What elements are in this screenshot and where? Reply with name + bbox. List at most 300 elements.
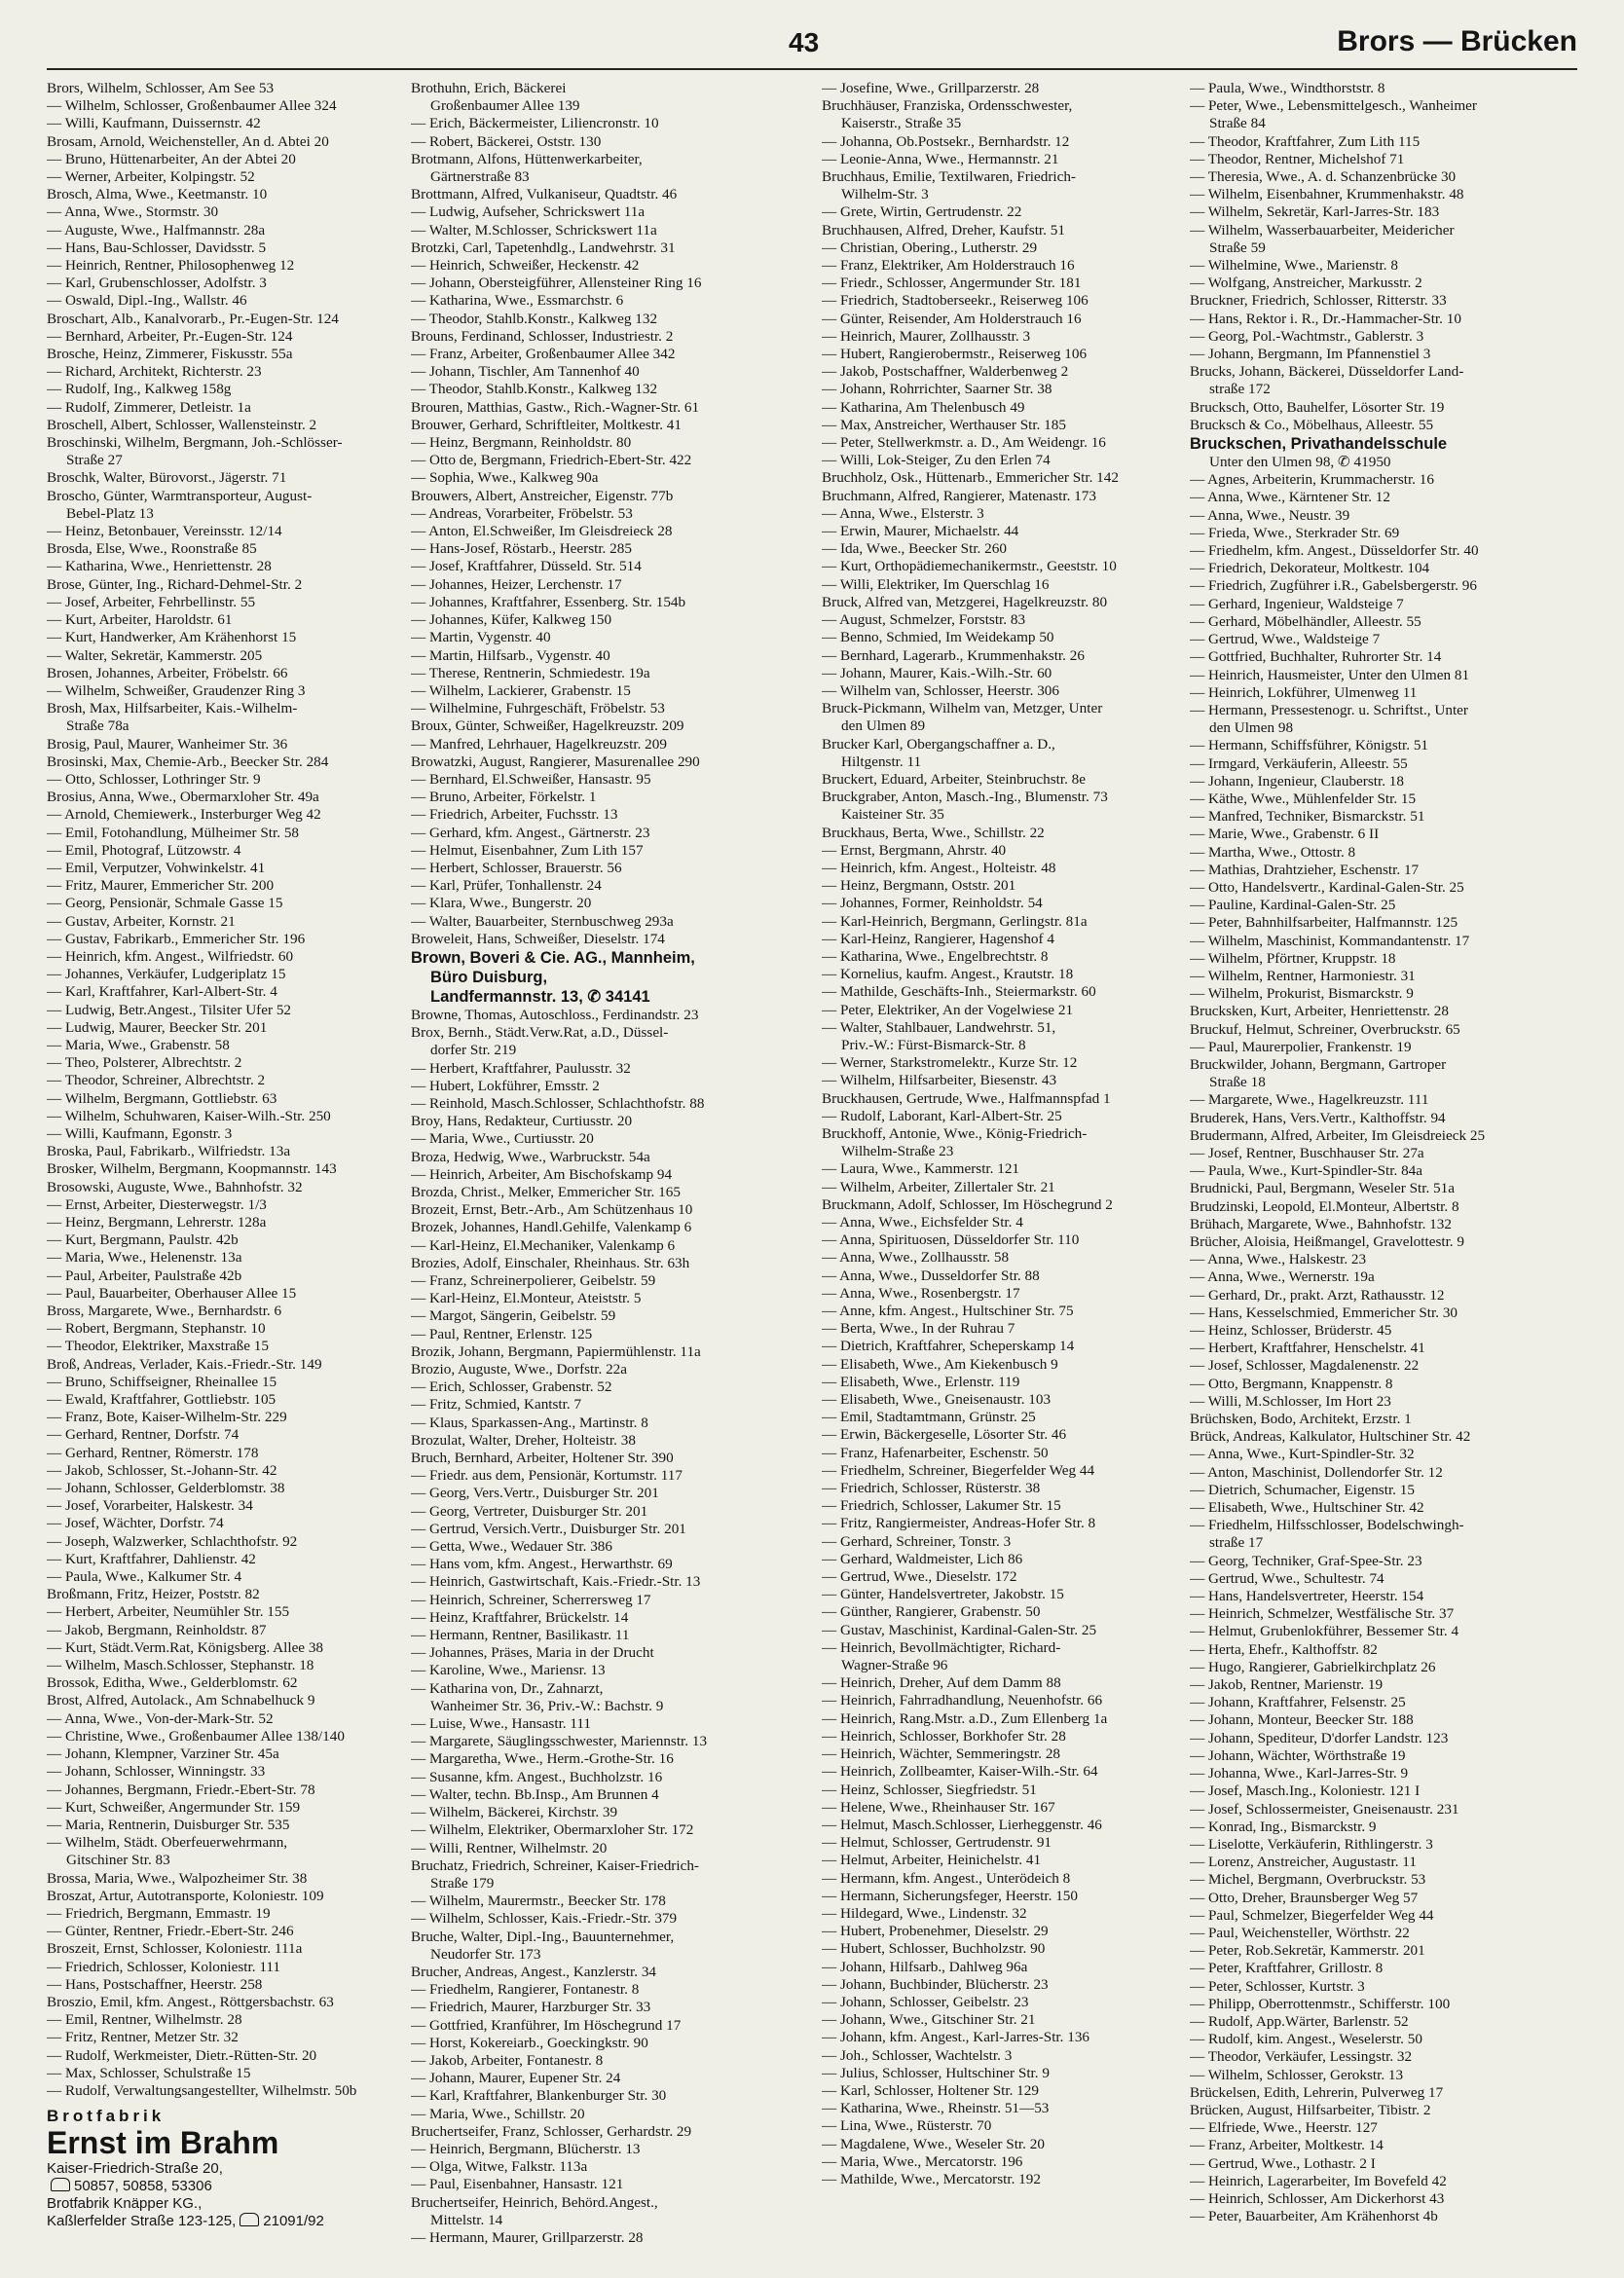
directory-entry: — Johann, Maurer, Eupener Str. 24 bbox=[411, 2070, 621, 2087]
directory-entry: — Erwin, Maurer, Michaelstr. 44 bbox=[822, 523, 1019, 540]
directory-entry: — Wilhelm, Hilfsarbeiter, Biesenstr. 43 bbox=[822, 1072, 1057, 1089]
directory-entry: — Herbert, Kraftfahrer, Paulusstr. 32 bbox=[411, 1059, 631, 1077]
directory-entry: — Maria, Wwe., Schillstr. 20 bbox=[411, 2105, 585, 2122]
directory-entry: — Wilhelm, Eisenbahner, Krummenhakstr. 48 bbox=[1190, 186, 1464, 203]
directory-entry: — Ida, Wwe., Beecker Str. 260 bbox=[822, 540, 1007, 558]
directory-entry: Kaisteiner Str. 35 bbox=[841, 806, 944, 824]
directory-entry: — Gerhard, Möbelhändler, Alleestr. 55 bbox=[1190, 612, 1421, 630]
column-2-entries bbox=[411, 80, 781, 2247]
directory-entry: — Margaretha, Wwe., Herm.-Grothe-Str. 16 bbox=[411, 1750, 674, 1768]
directory-entry: — Maria, Wwe., Helenenstr. 13a bbox=[47, 1249, 242, 1267]
directory-entry: — Ernst, Bergmann, Ahrstr. 40 bbox=[822, 841, 1007, 859]
directory-entry: — Wilhelm, Pförtner, Kruppstr. 18 bbox=[1190, 949, 1396, 967]
directory-entry: — Johann, Hilfsarb., Dahlweg 96a bbox=[822, 1958, 1028, 1975]
directory-entry: — Heinz, Schlosser, Brüderstr. 45 bbox=[1190, 1322, 1392, 1340]
directory-entry: Bruchhausen, Alfred, Dreher, Kaufstr. 51 bbox=[822, 221, 1065, 239]
directory-entry: — Dietrich, Kraftfahrer, Scheperskamp 14 bbox=[822, 1338, 1075, 1355]
directory-entry: — Friedr., Schlosser, Angermunder Str. 181 bbox=[822, 275, 1082, 292]
directory-entry: — Gottfried, Buchhalter, Ruhrorter Str. 14 bbox=[1190, 648, 1442, 666]
directory-entry: — Karl-Heinz, El.Monteur, Ateiststr. 5 bbox=[411, 1290, 642, 1307]
directory-entry: — Hubert, Lokführer, Emsstr. 2 bbox=[411, 1077, 600, 1094]
directory-entry: Brossa, Maria, Wwe., Walpozheimer Str. 38 bbox=[47, 1869, 308, 1887]
directory-entry: — Wilhelm, Elektriker, Obermarxloher Str. 172 bbox=[411, 1821, 694, 1839]
directory-entry: Brozio, Auguste, Wwe., Dorfstr. 22a bbox=[411, 1361, 628, 1378]
directory-entry: — Herta, Ehefr., Kalthoffstr. 82 bbox=[1190, 1640, 1378, 1658]
directory-entry: — Anton, Maschinist, Dollendorfer Str. 12 bbox=[1190, 1463, 1443, 1481]
directory-entry: — Willi, Lok-Steiger, Zu den Erlen 74 bbox=[822, 452, 1051, 469]
directory-entry: — Katharina von, Dr., Zahnarzt, bbox=[411, 1679, 604, 1697]
directory-entry: — Anna, Wwe., Kärntener Str. 12 bbox=[1190, 489, 1390, 506]
directory-entry: — Willi, M.Schlosser, Im Hort 23 bbox=[1190, 1392, 1391, 1410]
directory-entry: — Paul, Weichensteller, Wörthstr. 22 bbox=[1190, 1924, 1410, 1941]
directory-entry: — Josef, Schlossermeister, Gneisenaustr. 231 bbox=[1190, 1800, 1459, 1818]
directory-entry: Bruckhaus, Berta, Wwe., Schillstr. 22 bbox=[822, 824, 1045, 841]
directory-entry: — Herbert, Kraftfahrer, Henschelstr. 41 bbox=[1190, 1340, 1425, 1357]
directory-entry: — Heinrich, Rentner, Philosophenweg 12 bbox=[47, 257, 295, 275]
directory-entry: — Heinrich, Schreiner, Scherrersweg 17 bbox=[411, 1591, 651, 1608]
directory-entry: — Joseph, Walzwerker, Schlachthofstr. 92 bbox=[47, 1532, 298, 1550]
directory-entry: — Robert, Bäckerei, Oststr. 130 bbox=[411, 132, 602, 150]
directory-entry: — Josef, Kraftfahrer, Düsseld. Str. 514 bbox=[411, 558, 642, 575]
directory-entry: — Anna, Wwe., Kurt-Spindler-Str. 32 bbox=[1190, 1446, 1415, 1463]
directory-entry: — Paul, Bauarbeiter, Oberhauser Allee 15 bbox=[47, 1284, 297, 1302]
directory-entry: — Kurt, Schweißer, Angermunder Str. 159 bbox=[47, 1798, 301, 1816]
directory-entry: — Heinz, Bergmann, Oststr. 201 bbox=[822, 877, 1016, 895]
directory-entry: — Anna, Wwe., Dusseldorfer Str. 88 bbox=[822, 1267, 1040, 1284]
directory-entry: — Margot, Sängerin, Geibelstr. 59 bbox=[411, 1307, 616, 1325]
directory-entry: — Heinrich, Wächter, Semmeringstr. 28 bbox=[822, 1745, 1061, 1763]
directory-entry: — Elfriede, Wwe., Heerstr. 127 bbox=[1190, 2119, 1378, 2137]
directory-entry: — Gertrud, Wwe., Schultestr. 74 bbox=[1190, 1569, 1384, 1587]
directory-entry: — Paul, Arbeiter, Paulstraße 42b bbox=[47, 1267, 242, 1284]
directory-entry: — Walter, techn. Bb.Insp., Am Brunnen 4 bbox=[411, 1785, 659, 1803]
directory-entry: Straße 59 bbox=[1209, 239, 1266, 256]
directory-entry: — Johann, Schlosser, Geibelstr. 23 bbox=[822, 1993, 1029, 2010]
directory-entry: — Heinz, Kraftfahrer, Brückelstr. 14 bbox=[411, 1608, 629, 1626]
directory-entry: — Rudolf, Verwaltungsangestellter, Wilhelmstr. 50b bbox=[47, 2081, 357, 2099]
ad-phones: 50857, 50858, 53306 bbox=[74, 2178, 212, 2195]
directory-entry: — Franz, Arbeiter, Großenbaumer Allee 342 bbox=[411, 346, 676, 363]
directory-entry: — Sophia, Wwe., Kalkweg 90a bbox=[411, 469, 599, 487]
directory-entry: Brühach, Margarete, Wwe., Bahnhofstr. 132 bbox=[1190, 1215, 1452, 1232]
directory-entry: — Paula, Wwe., Kurt-Spindler-Str. 84a bbox=[1190, 1162, 1423, 1180]
ad-phone-line bbox=[47, 2178, 417, 2195]
directory-entry: Broszeit, Ernst, Schlosser, Koloniestr. 111a bbox=[47, 1940, 303, 1958]
directory-entry: Broux, Günter, Schweißer, Hagelkreuzstr. 209 bbox=[411, 717, 684, 735]
directory-entry: — Anna, Wwe., Stormstr. 30 bbox=[47, 203, 219, 221]
directory-entry: Brouns, Ferdinand, Schlosser, Industriestr. 2 bbox=[411, 327, 674, 345]
running-head: Brors — Brücken bbox=[1337, 25, 1577, 57]
directory-entry: — Heinrich, Schlosser, Borkhofer Str. 28 bbox=[822, 1727, 1066, 1745]
directory-entry: Bruckuf, Helmut, Schreiner, Overbruckstr. 65 bbox=[1190, 1020, 1460, 1038]
directory-entry: — Berta, Wwe., In der Ruhrau 7 bbox=[822, 1320, 1015, 1338]
directory-entry: — Rudolf, Werkmeister, Dietr.-Rütten-Str. 20 bbox=[47, 2046, 317, 2064]
directory-entry: — Pauline, Kardinal-Galen-Str. 25 bbox=[1190, 897, 1396, 914]
directory-entry: — Margarete, Wwe., Hagelkreuzstr. 111 bbox=[1190, 1091, 1429, 1109]
directory-entry: — Georg, Vertreter, Duisburger Str. 201 bbox=[411, 1502, 648, 1520]
directory-entry: — Heinrich, Maurer, Zollhausstr. 3 bbox=[822, 327, 1031, 345]
directory-entry: — Josefine, Wwe., Grillparzerstr. 28 bbox=[822, 80, 1040, 96]
directory-entry: — Jakob, Bergmann, Reinholdstr. 87 bbox=[47, 1621, 267, 1638]
directory-entry: — Kurt, Kraftfahrer, Dahlienstr. 42 bbox=[47, 1550, 256, 1567]
directory-entry: — Paula, Wwe., Kalkumer Str. 4 bbox=[47, 1568, 242, 1586]
directory-entry: — Franz, Schreinerpolierer, Geibelstr. 59 bbox=[411, 1272, 656, 1289]
directory-entry: Brosen, Johannes, Arbeiter, Fröbelstr. 66 bbox=[47, 664, 288, 681]
directory-entry: — Herbert, Schlosser, Brauerstr. 56 bbox=[411, 859, 622, 876]
column-4-entries bbox=[1190, 80, 1560, 2225]
directory-entry: — Rudolf, kim. Angest., Weselerstr. 50 bbox=[1190, 2031, 1422, 2048]
directory-entry: — Willi, Kaufmann, Egonstr. 3 bbox=[47, 1124, 233, 1142]
directory-entry: — Richard, Architekt, Richterstr. 23 bbox=[47, 363, 262, 381]
directory-entry: — Johann, Wwe., Gitschiner Str. 21 bbox=[822, 2011, 1036, 2029]
directory-entry: — Christian, Obering., Lutherstr. 29 bbox=[822, 239, 1038, 256]
directory-entry: — Wilhelm, Prokurist, Bismarckstr. 9 bbox=[1190, 985, 1414, 1003]
directory-entry: — Herbert, Arbeiter, Neumühler Str. 155 bbox=[47, 1603, 290, 1621]
directory-entry: — Hermann, Sicherungsfeger, Heerstr. 150 bbox=[822, 1887, 1078, 1904]
directory-entry: — Laura, Wwe., Kammerstr. 121 bbox=[822, 1160, 1020, 1178]
telephone-icon bbox=[240, 2213, 259, 2226]
directory-entry: — Wilhelm, Masch.Schlosser, Stephanstr. 18 bbox=[47, 1657, 314, 1674]
directory-entry: — Jakob, Arbeiter, Fontanestr. 8 bbox=[411, 2051, 604, 2069]
directory-entry: — Theodor, Elektriker, Maxstraße 15 bbox=[47, 1338, 269, 1355]
directory-entry: — Heinrich, Zollbeamter, Kaiser-Wilh.-Str. 64 bbox=[822, 1763, 1098, 1781]
directory-entry: — Manfred, Techniker, Bismarckstr. 51 bbox=[1190, 808, 1425, 826]
directory-entry: — Auguste, Wwe., Halfmannstr. 28a bbox=[47, 221, 266, 239]
directory-entry: — Theodor, Kraftfahrer, Zum Lith 115 bbox=[1190, 132, 1421, 150]
ad-address: Kaiser-Friedrich-Straße 20, bbox=[47, 2160, 223, 2178]
directory-entry: — Johann, Maurer, Kais.-Wilh.-Str. 60 bbox=[822, 664, 1052, 681]
directory-entry: — Ludwig, Aufseher, Schrickswert 11a bbox=[411, 203, 646, 221]
directory-entry: — Katharina, Wwe., Essmarchstr. 6 bbox=[411, 292, 624, 310]
directory-entry: — Hubert, Probenehmer, Dieselstr. 29 bbox=[822, 1923, 1049, 1940]
directory-entry: — Heinrich, Lagerarbeiter, Im Bovefeld 42 bbox=[1190, 2172, 1447, 2189]
directory-entry: Brucksken, Kurt, Arbeiter, Henriettenstr. 28 bbox=[1190, 1003, 1449, 1020]
directory-entry: Brozeit, Ernst, Betr.-Arb., Am Schützenhaus 10 bbox=[411, 1201, 693, 1219]
directory-entry: — Franz, Bote, Kaiser-Wilhelm-Str. 229 bbox=[47, 1409, 287, 1426]
directory-entry: Broska, Paul, Fabrikarb., Wilfriedstr. 13a bbox=[47, 1143, 291, 1160]
directory-entry: — Hermann, Rentner, Basilikastr. 11 bbox=[411, 1627, 630, 1644]
directory-entry: — Josef, Wächter, Dorfstr. 74 bbox=[47, 1515, 224, 1532]
page-header bbox=[0, 0, 1624, 66]
directory-entry: — Friedrich, Maurer, Harzburger Str. 33 bbox=[411, 1999, 651, 2016]
directory-entry: — Wilhelm, Schweißer, Graudenzer Ring 3 bbox=[47, 681, 306, 699]
directory-entry: Brosch, Alma, Wwe., Keetmanstr. 10 bbox=[47, 186, 268, 203]
directory-entry: Bebel-Platz 13 bbox=[66, 504, 154, 522]
directory-entry: Landfermannstr. 13, ✆ 34141 bbox=[430, 987, 650, 1006]
directory-entry: — Oswald, Dipl.-Ing., Wallstr. 46 bbox=[47, 292, 247, 310]
directory-entry: — Theodor, Schreiner, Albrechtstr. 2 bbox=[47, 1072, 266, 1089]
directory-entry: — Gerhard, Schreiner, Tonstr. 3 bbox=[822, 1532, 1012, 1550]
directory-entry: — Johann, Ingenieur, Clauberstr. 18 bbox=[1190, 772, 1404, 790]
directory-entry: — Heinrich, Schlosser, Am Dickerhorst 43 bbox=[1190, 2189, 1445, 2207]
directory-entry: — Irmgard, Verkäuferin, Alleestr. 55 bbox=[1190, 754, 1408, 772]
directory-entry: — Theodor, Rentner, Michelshof 71 bbox=[1190, 150, 1405, 167]
directory-entry: — Werner, Arbeiter, Kolpingstr. 52 bbox=[47, 168, 255, 186]
directory-entry: — Paul, Rentner, Erlenstr. 125 bbox=[411, 1325, 593, 1342]
directory-entry: — Ernst, Arbeiter, Diesterwegstr. 1/3 bbox=[47, 1195, 267, 1213]
directory-entry: Bruchmann, Alfred, Rangierer, Matenastr. 173 bbox=[822, 487, 1096, 504]
directory-entry: — Johannes, Former, Reinholdstr. 54 bbox=[822, 895, 1043, 912]
directory-entry: Brudzinski, Leopold, El.Monteur, Albertstr. 8 bbox=[1190, 1197, 1459, 1215]
directory-entry: — Otto, Bergmann, Knappenstr. 8 bbox=[1190, 1375, 1393, 1392]
directory-entry: — Katharina, Wwe., Engelbrechtstr. 8 bbox=[822, 947, 1049, 965]
directory-entry: — Christine, Wwe., Großenbaumer Allee 138/140 bbox=[47, 1727, 345, 1745]
directory-entry: — Georg, Techniker, Graf-Spee-Str. 23 bbox=[1190, 1552, 1422, 1569]
directory-entry: Brück, Andreas, Kalkulator, Hultschiner Str. 42 bbox=[1190, 1428, 1471, 1446]
directory-entry: — Helmut, Arbeiter, Heinichelstr. 41 bbox=[822, 1852, 1042, 1869]
directory-entry: Bruckgraber, Anton, Masch.-Ing., Blumenstr. 73 bbox=[822, 789, 1108, 806]
directory-entry: — Philipp, Oberrottenmstr., Schifferstr. 100 bbox=[1190, 1995, 1451, 2012]
directory-entry: — Helene, Wwe., Rheinhauser Str. 167 bbox=[822, 1798, 1055, 1816]
ad-kicker: Brotfabrik bbox=[47, 2107, 166, 2126]
directory-entry: Bruche, Walter, Dipl.-Ing., Bauunternehmer, bbox=[411, 1928, 675, 1945]
ad-branch-address-line bbox=[47, 2213, 417, 2230]
directory-entry: — Bruno, Arbeiter, Förkelstr. 1 bbox=[411, 789, 597, 806]
directory-entry: — Manfred, Lehrhauer, Hagelkreuzstr. 209 bbox=[411, 735, 667, 753]
directory-entry: Bruchhäuser, Franziska, Ordensschwester, bbox=[822, 97, 1073, 115]
directory-entry: Brosh, Max, Hilfsarbeiter, Kais.-Wilhelm- bbox=[47, 700, 298, 717]
directory-entry: — Johann, Bergmann, Im Pfannenstiel 3 bbox=[1190, 346, 1431, 363]
directory-entry: Neudorfer Str. 173 bbox=[430, 1945, 541, 1963]
directory-entry: — Rudolf, Laborant, Karl-Albert-Str. 25 bbox=[822, 1107, 1062, 1124]
directory-entry: — Hubert, Rangierobermstr., Reiserweg 106 bbox=[822, 346, 1088, 363]
directory-entry: — Friedrich, Bergmann, Emmastr. 19 bbox=[47, 1904, 271, 1922]
directory-entry: — Hermann, Maurer, Grillparzerstr. 28 bbox=[411, 2228, 644, 2246]
directory-entry: — Josef, Masch.Ing., Koloniestr. 121 I bbox=[1190, 1782, 1421, 1800]
directory-entry: — Johanna, Ob.Postsekr., Bernhardstr. 12 bbox=[822, 132, 1070, 150]
directory-entry: — Emil, Photograf, Lützowstr. 4 bbox=[47, 841, 241, 859]
directory-entry: — Gottfried, Kranführer, Im Höschegrund 17 bbox=[411, 2016, 682, 2034]
directory-entry: — Julius, Schlosser, Hultschiner Str. 9 bbox=[822, 2064, 1050, 2081]
directory-entry: Bruckschen, Privathandelsschule bbox=[1190, 435, 1448, 454]
directory-entry: Brosinski, Max, Chemie-Arb., Beecker Str. 284 bbox=[47, 753, 329, 770]
directory-entry: Bruckwilder, Johann, Bergmann, Gartroper bbox=[1190, 1055, 1447, 1073]
directory-entry: Wilhelm-Str. 3 bbox=[841, 186, 929, 203]
directory-entry: — Gerhard, Waldmeister, Lich 86 bbox=[822, 1550, 1023, 1567]
directory-entry: — Willi, Rentner, Wilhelmstr. 20 bbox=[411, 1839, 608, 1856]
directory-entry: — Walter, Stahlbauer, Landwehrstr. 51, bbox=[822, 1018, 1056, 1036]
directory-entry: — Bruno, Hüttenarbeiter, An der Abtei 20 bbox=[47, 150, 296, 167]
directory-entry: Broß, Andreas, Verlader, Kais.-Friedr.-Str. 149 bbox=[47, 1355, 322, 1373]
directory-entry: — Wilhelm, Schlosser, Großenbaumer Allee 324 bbox=[47, 97, 337, 115]
directory-entry: — Anton, El.Schweißer, Im Gleisdreieck 28 bbox=[411, 523, 673, 540]
directory-entry: — Wilhelm, Arbeiter, Zillertaler Str. 21 bbox=[822, 1178, 1055, 1195]
page-number: 43 bbox=[789, 27, 820, 57]
directory-entry: — Helmut, Eisenbahner, Zum Lith 157 bbox=[411, 841, 644, 859]
directory-entry: — Martin, Hilfsarb., Vygenstr. 40 bbox=[411, 646, 610, 664]
directory-entry: — Lorenz, Anstreicher, Augustastr. 11 bbox=[1190, 1854, 1417, 1871]
directory-entry: Brozik, Johann, Bergmann, Papiermühlenstr. 11a bbox=[411, 1342, 701, 1360]
directory-entry: — Kornelius, kaufm. Angest., Krautstr. 18 bbox=[822, 966, 1074, 983]
directory-entry: — Friedrich, Arbeiter, Fuchsstr. 13 bbox=[411, 806, 618, 824]
column-2 bbox=[411, 80, 781, 2251]
directory-entry: Brudermann, Alfred, Arbeiter, Im Gleisdreieck 25 bbox=[1190, 1126, 1486, 1144]
directory-entry: — Robert, Bergmann, Stephanstr. 10 bbox=[47, 1320, 266, 1338]
directory-entry: Bross, Margarete, Wwe., Bernhardstr. 6 bbox=[47, 1303, 282, 1320]
directory-entry: — Erich, Bäckermeister, Liliencronstr. 10 bbox=[411, 115, 659, 132]
directory-entry: — Günter, Handelsvertreter, Jakobstr. 15 bbox=[822, 1586, 1064, 1603]
directory-entry: — Johann, Schlosser, Winningstr. 33 bbox=[47, 1763, 266, 1781]
directory-entry: — Johannes, Präses, Maria in der Drucht bbox=[411, 1644, 654, 1662]
directory-entry: — Peter, Schlosser, Kurtstr. 3 bbox=[1190, 1977, 1365, 1995]
directory-entry: Bruckner, Friedrich, Schlosser, Ritterstr. 33 bbox=[1190, 292, 1447, 310]
directory-entry: Broscho, Günter, Warmtransporteur, August- bbox=[47, 487, 313, 504]
directory-entry: Brozulat, Walter, Dreher, Holteistr. 38 bbox=[411, 1431, 636, 1449]
directory-entry: — Otto, Dreher, Braunsberger Weg 57 bbox=[1190, 1889, 1419, 1906]
directory-entry: Brozek, Johannes, Handl.Gehilfe, Valenkamp 6 bbox=[411, 1219, 692, 1236]
directory-entry: — Theo, Polsterer, Albrechtstr. 2 bbox=[47, 1054, 242, 1072]
directory-entry: — Rudolf, App.Wärter, Barlenstr. 52 bbox=[1190, 2012, 1409, 2030]
directory-entry: — Walter, Sekretär, Kammerstr. 205 bbox=[47, 646, 263, 664]
directory-entry: — Hans, Kesselschmied, Emmericher Str. 30 bbox=[1190, 1304, 1458, 1321]
directory-entry: Bruchatz, Friedrich, Schreiner, Kaiser-Friedrich- bbox=[411, 1856, 699, 1874]
directory-entry: — Friedhelm, Rangierer, Fontanestr. 8 bbox=[411, 1981, 640, 1999]
directory-entry: — Anna, Wwe., Neustr. 39 bbox=[1190, 506, 1350, 524]
directory-entry: — Karl-Heinz, El.Mechaniker, Valenkamp 6 bbox=[411, 1236, 676, 1254]
directory-entry: — Dietrich, Schumacher, Eigenstr. 15 bbox=[1190, 1481, 1415, 1498]
directory-entry: — Katharina, Wwe., Henriettenstr. 28 bbox=[47, 558, 272, 575]
directory-entry: — Johann, Rohrrichter, Saarner Str. 38 bbox=[822, 381, 1052, 398]
directory-entry: — Horst, Kokereiarb., Goeckingkstr. 90 bbox=[411, 2034, 648, 2051]
directory-entry: — Wilhelm, Lackierer, Grabenstr. 15 bbox=[411, 681, 631, 699]
directory-entry: — Heinrich, Rang.Mstr. a.D., Zum Ellenberg 1a bbox=[822, 1709, 1108, 1727]
directory-entry: — Johannes, Bergmann, Friedr.-Ebert-Str. 78 bbox=[47, 1781, 315, 1798]
directory-entry: — Anna, Wwe., Halskestr. 23 bbox=[1190, 1251, 1367, 1268]
directory-entry: — Gustav, Arbeiter, Kornstr. 21 bbox=[47, 912, 236, 930]
directory-entry: — Günther, Rangierer, Grabenstr. 50 bbox=[822, 1603, 1041, 1621]
directory-entry: — Peter, Kraftfahrer, Grillostr. 8 bbox=[1190, 1960, 1384, 1977]
directory-entry: Bruckhausen, Gertrude, Wwe., Halfmannspfad 1 bbox=[822, 1089, 1111, 1107]
directory-entry: — Gerhard, Rentner, Dorfstr. 74 bbox=[47, 1426, 240, 1444]
directory-entry: — Anna, Wwe., Eichsfelder Str. 4 bbox=[822, 1214, 1023, 1231]
directory-entry: — Hugo, Rangierer, Gabrielkirchplatz 26 bbox=[1190, 1658, 1436, 1675]
directory-entry: — Karl, Prüfer, Tonhallenstr. 24 bbox=[411, 877, 602, 895]
directory-entry: Broschk, Walter, Bürovorst., Jägerstr. 71 bbox=[47, 469, 287, 487]
directory-entry: Brosda, Else, Wwe., Roonstraße 85 bbox=[47, 540, 257, 558]
directory-entry: — Peter, Bahnhilfsarbeiter, Halfmannstr. 125 bbox=[1190, 914, 1458, 932]
directory-entry: — Wilhelmine, Fuhrgeschäft, Fröbelstr. 53 bbox=[411, 700, 665, 717]
directory-entry: Brors, Wilhelm, Schlosser, Am See 53 bbox=[47, 80, 275, 96]
directory-entry: Brucks, Johann, Bäckerei, Düsseldorfer Land- bbox=[1190, 363, 1464, 381]
directory-entry: — Andreas, Vorarbeiter, Fröbelstr. 53 bbox=[411, 504, 633, 522]
directory-entry: Bruderek, Hans, Vers.Vertr., Kalthoffstr. 94 bbox=[1190, 1109, 1446, 1126]
directory-entry: — Johann, Tischler, Am Tannenhof 40 bbox=[411, 363, 640, 381]
directory-entry: — Friedhelm, Schreiner, Biegerfelder Weg 44 bbox=[822, 1461, 1095, 1479]
directory-entry: — Gustav, Fabrikarb., Emmericher Str. 196 bbox=[47, 930, 306, 947]
directory-entry: Brox, Bernh., Städt.Verw.Rat, a.D., Düssel- bbox=[411, 1024, 669, 1042]
directory-entry: Gitschiner Str. 83 bbox=[66, 1852, 170, 1869]
directory-entry: — Frieda, Wwe., Sterkrader Str. 69 bbox=[1190, 524, 1400, 541]
directory-entry: — Jakob, Rentner, Marienstr. 19 bbox=[1190, 1676, 1384, 1694]
column-3-entries bbox=[822, 80, 1192, 2188]
directory-entry: — Anne, kfm. Angest., Hultschiner Str. 75 bbox=[822, 1303, 1074, 1320]
directory-entry: — Gertrud, Wwe., Dieselstr. 172 bbox=[822, 1568, 1017, 1586]
directory-entry: — Bernhard, Arbeiter, Pr.-Eugen-Str. 124 bbox=[47, 327, 293, 345]
directory-entry: Brottmann, Alfred, Vulkaniseur, Quadtstr. 46 bbox=[411, 186, 678, 203]
directory-entry: — Olga, Witwe, Falkstr. 113a bbox=[411, 2158, 588, 2176]
directory-entry: Bruck, Alfred van, Metzgerei, Hagelkreuzstr. 80 bbox=[822, 593, 1108, 610]
directory-entry: — Johann, Buchbinder, Blücherstr. 23 bbox=[822, 1975, 1049, 1993]
directory-entry: — Georg, Vers.Vertr., Duisburger Str. 201 bbox=[411, 1485, 659, 1502]
directory-entry: — Johannes, Heizer, Lerchenstr. 17 bbox=[411, 575, 622, 593]
directory-entry: Brückelsen, Edith, Lehrerin, Pulverweg 17 bbox=[1190, 2083, 1444, 2101]
directory-entry: — Liselotte, Verkäuferin, Rithlingerstr. 3 bbox=[1190, 1835, 1433, 1853]
directory-entry: — Franz, Elektriker, Am Holderstrauch 16 bbox=[822, 257, 1075, 275]
directory-entry: — Michel, Bergmann, Overbruckstr. 53 bbox=[1190, 1871, 1426, 1889]
directory-entry: — Lina, Wwe., Rüsterstr. 70 bbox=[822, 2117, 992, 2135]
directory-entry: Hiltgenstr. 11 bbox=[841, 753, 922, 770]
directory-entry: Brown, Boveri & Cie. AG., Mannheim, bbox=[411, 948, 695, 967]
directory-entry: — Wilhelm, Maurermstr., Beecker Str. 178 bbox=[411, 1892, 666, 1910]
directory-entry: — Theresia, Wwe., A. d. Schanzenbrücke 30 bbox=[1190, 168, 1457, 186]
directory-entry: — Käthe, Wwe., Mühlenfelder Str. 15 bbox=[1190, 790, 1417, 807]
directory-entry: — Bruno, Schiffseigner, Rheinallee 15 bbox=[47, 1373, 277, 1390]
directory-entry: — Walter, M.Schlosser, Schrickswert 11a bbox=[411, 221, 657, 239]
directory-entry: Brothuhn, Erich, Bäckerei bbox=[411, 80, 567, 96]
directory-entry: Brouwers, Albert, Anstreicher, Eigenstr. 77b bbox=[411, 487, 674, 504]
directory-entry: — Heinrich, Fahrradhandlung, Neuenhofstr. 66 bbox=[822, 1692, 1103, 1709]
directory-entry: — Wilhelmine, Wwe., Marienstr. 8 bbox=[1190, 257, 1398, 275]
directory-entry: — Hildegard, Wwe., Lindenstr. 32 bbox=[822, 1904, 1027, 1922]
directory-entry: — Mathias, Drahtzieher, Eschenstr. 17 bbox=[1190, 861, 1420, 878]
directory-columns bbox=[47, 80, 1577, 2251]
directory-entry: Straße 18 bbox=[1209, 1074, 1266, 1091]
directory-entry: — Anna, Wwe., Von-der-Mark-Str. 52 bbox=[47, 1709, 274, 1727]
directory-entry: — Peter, Stellwerkmstr. a. D., Am Weidengr. 16 bbox=[822, 434, 1106, 452]
directory-entry: — Gertrud, Wwe., Lothastr. 2 I bbox=[1190, 2154, 1376, 2172]
directory-entry: Broschinski, Wilhelm, Bergmann, Joh.-Schlösser- bbox=[47, 434, 343, 452]
directory-entry: — Wilhelm, Rentner, Harmoniestr. 31 bbox=[1190, 967, 1416, 984]
directory-entry: Brosig, Paul, Maurer, Wanheimer Str. 36 bbox=[47, 735, 288, 753]
directory-entry: Brudnicki, Paul, Bergmann, Weseler Str. 51a bbox=[1190, 1180, 1455, 1197]
directory-entry: — Hans, Bau-Schlosser, Davidsstr. 5 bbox=[47, 239, 267, 256]
directory-entry: Brüchsken, Bodo, Architekt, Erzstr. 1 bbox=[1190, 1411, 1412, 1428]
directory-entry: Wilhelm-Straße 23 bbox=[841, 1143, 954, 1160]
directory-entry: — Heinrich, Dreher, Auf dem Damm 88 bbox=[822, 1674, 1061, 1692]
directory-entry: — Franz, Arbeiter, Moltkestr. 14 bbox=[1190, 2137, 1384, 2154]
directory-entry: Brucksch, Otto, Bauhelfer, Lösorter Str. 19 bbox=[1190, 398, 1445, 416]
directory-entry: Brosowski, Auguste, Wwe., Bahnhofstr. 32 bbox=[47, 1178, 303, 1195]
directory-entry: Brosche, Heinz, Zimmerer, Fiskusstr. 55a bbox=[47, 346, 293, 363]
directory-entry: — Heinrich, kfm. Angest., Holteistr. 48 bbox=[822, 859, 1056, 876]
directory-entry: — Friedrich, Schlosser, Rüsterstr. 38 bbox=[822, 1480, 1041, 1497]
column-4 bbox=[1190, 80, 1560, 2251]
directory-entry: — Gustav, Maschinist, Kardinal-Galen-Str. 25 bbox=[822, 1621, 1097, 1638]
directory-entry: — Wilhelm, Wasserbauarbeiter, Meidericher bbox=[1190, 221, 1455, 239]
directory-entry: straße 17 bbox=[1209, 1534, 1264, 1552]
directory-entry: — Klara, Wwe., Bungerstr. 20 bbox=[411, 895, 592, 912]
directory-entry: — Mathilde, Geschäfts-Inh., Steiermarkstr. 60 bbox=[822, 983, 1096, 1001]
directory-entry: — Friedrich, Stadtoberseekr., Reiserweg 106 bbox=[822, 292, 1089, 310]
directory-entry: — Martha, Wwe., Ottostr. 8 bbox=[1190, 843, 1356, 861]
directory-entry: — Heinrich, Arbeiter, Am Bischofskamp 94 bbox=[411, 1165, 673, 1183]
directory-entry: — Bernhard, Lagerarb., Krummenhakstr. 26 bbox=[822, 646, 1085, 664]
directory-entry: — Peter, Rob.Sekretär, Kammerstr. 201 bbox=[1190, 1942, 1425, 1960]
directory-entry: Bruck-Pickmann, Wilhelm van, Metzger, Unter bbox=[822, 700, 1103, 717]
directory-entry: — Wilhelm, Schlosser, Gerokstr. 13 bbox=[1190, 2066, 1404, 2083]
directory-entry: — Helmut, Masch.Schlosser, Lierheggenstr. 46 bbox=[822, 1816, 1102, 1833]
directory-entry: — Kurt, Städt.Verm.Rat, Königsberg. Allee 38 bbox=[47, 1638, 324, 1656]
directory-entry: Brosker, Wilhelm, Bergmann, Koopmannstr. 143 bbox=[47, 1160, 337, 1178]
directory-entry: — Günter, Reisender, Am Holderstrauch 16 bbox=[822, 310, 1082, 327]
directory-entry: — Benno, Schmied, Im Weidekamp 50 bbox=[822, 629, 1054, 646]
directory-entry: dorfer Str. 219 bbox=[430, 1042, 517, 1059]
directory-entry: — Gerhard, Rentner, Römerstr. 178 bbox=[47, 1444, 259, 1461]
directory-entry: — Wilhelm, Maschinist, Kommandantenstr. 17 bbox=[1190, 932, 1470, 949]
directory-entry: — Hermann, Pressestenogr. u. Schriftst., Unter bbox=[1190, 701, 1468, 718]
directory-entry: — Wilhelm, Sekretär, Karl-Jarres-Str. 183 bbox=[1190, 203, 1440, 221]
directory-entry: — Walter, Bauarbeiter, Sternbuschweg 293a bbox=[411, 912, 674, 930]
